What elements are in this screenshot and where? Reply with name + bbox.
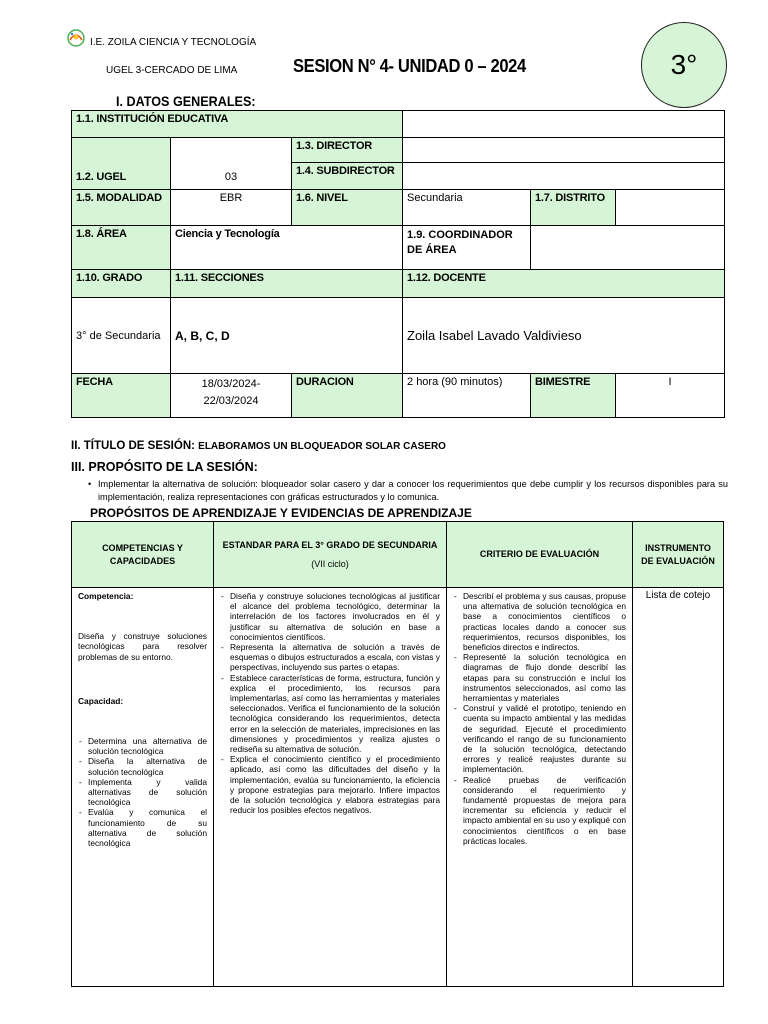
titulo-label: II. TÍTULO DE SESIÓN: [71,440,199,452]
list-item: - Realicé pruebas de verificación considerando el requerimiento y fundamenté propuestas de mejora para incrementar su eficiencia y reducir el impacto ambiental en su uso y expliqué con conocimientos científicos o en base prácticas locales. [463,775,626,846]
list-item: - Diseña y construye soluciones tecnológicas al justificar el alcance del problema tecnológico, determinar la interrelación de los factores involucrados en él y justificar su alternativa de solución en base a conocimientos científicos. [230,591,440,642]
school-name: I.E. ZOILA CIENCIA Y TECNOLOGÍA [90,37,257,48]
criterio-cell [447,588,633,987]
titulo-sesion [71,440,446,452]
bimestre-label: BIMESTRE [531,374,616,418]
institucion-label: 1.1. INSTITUCIÓN EDUCATIVA [72,111,403,138]
capacidad-label: Capacidad: [78,695,124,706]
competencia-text: Diseña y construye soluciones tecnológicas para resolver problemas de su entorno. [78,631,207,662]
proposito-text: Implementar la alternativa de solución: bloqueador solar casero y dar a conocer los requerimientos que debe cumplir y los recursos disponibles para su implementación, realiza representaciones con gráficas estructurados y lo comunica. [98,479,728,502]
list-item: - Determina una alternativa de solución tecnológica [88,736,207,756]
competencias-cell [72,588,214,987]
fecha-value [171,374,292,418]
nivel-value: Secundaria [403,190,531,226]
list-item: - Representé la solución tecnológica en diagramas de flujo donde describí las etapas para su construcción e incluí los instrumentos seleccionados, así como las herramientas y materiales [463,652,626,703]
director-value [403,138,725,163]
header-criterio: CRITERIO DE EVALUACIÓN [447,522,633,588]
duracion-label: DURACION [292,374,403,418]
bimestre-value: I [616,374,725,418]
subdirector-label: 1.4. SUBDIRECTOR [292,163,403,190]
estandar-cell [214,588,447,987]
bullet-icon: • [88,479,92,489]
list-item: - Describí el problema y sus causas, propuse una alternativa de solución tecnológica en base a conocimientos científicos o practicas locales dando a conocer sus requerimientos, recursos disponibles, los beneficios directos e indirectos. [463,591,626,652]
list-item: - Representa la alternativa de solución a través de esquemas o dibujos estructurados a escala, con vistas y perspectivas, incluyendo sus partes o etapas. [230,642,440,673]
ugel-name: UGEL 3-CERCADO DE LIMA [106,65,238,76]
area-value: Ciencia y Tecnología [171,226,403,270]
ugel-label: 1.2. UGEL [72,138,171,190]
fecha-end: 22/03/2024 [203,395,259,407]
fecha-label: FECHA [72,374,171,418]
duracion-value: 2 hora (90 minutos) [403,374,531,418]
grado-label: 1.10. GRADO [72,270,171,298]
list-item: - Explica el conocimiento científico y el procedimiento aplicado, así como las dificultades del diseño y la implementación, evalúa su funcionamiento, la eficiencia y propone estrategias para mejorarlo. Infiere impactos de la solución tecnológica y elabora estrategias para reducir los posibles efectos negativos. [230,754,440,815]
proposito-heading: III. PROPÓSITO DE LA SESIÓN: [71,460,258,474]
grade-badge: 3° [641,22,727,108]
coordinador-value [531,226,725,270]
docente-value: Zoila Isabel Lavado Valdivieso [403,298,725,374]
coordinador-label: 1.9. COORDINADOR DE ÁREA [403,226,531,270]
list-item: - Establece características de forma, estructura, función y explica el procedimiento, los recursos para implementarlas, así como las herramientas y materiales seleccionados. Verifica el funcionamiento de la solución tecnológica considerando los requerimientos, detecta error en la selección de materiales, imprecisiones en las dimensiones y procedimientos y realiza ajustes o rediseña su alternativa de solución. [230,673,440,755]
grado-value: 3° de Secundaria [72,298,171,374]
propositos-table [71,521,724,987]
datos-generales-table [71,110,725,418]
header-competencias: COMPETENCIAS Y CAPACIDADES [72,522,214,588]
estandar-list [220,591,440,815]
capacidades-list [78,736,207,848]
modalidad-label: 1.5. MODALIDAD [72,190,171,226]
nivel-label: 1.6. NIVEL [292,190,403,226]
secciones-value: A, B, C, D [171,298,403,374]
propositos-heading: PROPÓSITOS DE APRENDIZAJE Y EVIDENCIAS DE APRENDIZAJE [90,506,472,520]
docente-label: 1.12. DOCENTE [403,270,725,298]
list-item: - Diseña la alternativa de solución tecnológica [88,756,207,776]
competencia-label: Competencia: [78,591,134,601]
school-logo-icon [66,28,86,48]
proposito-bullet [88,478,728,504]
header-instrumento: INSTRUMENTO DE EVALUACIÓN [633,522,724,588]
distrito-value [616,190,725,226]
section-heading-datos: I. DATOS GENERALES: [116,93,256,109]
fecha-start: 18/03/2024- [201,378,261,390]
criterios-list [453,591,626,846]
instrumento-value: Lista de cotejo [633,588,724,987]
page-title: SESION N° 4- UNIDAD 0 – 2024 [293,56,526,76]
titulo-value: ELABORAMOS UN BLOQUEADOR SOLAR CASERO [198,441,446,452]
secciones-label: 1.11. SECCIONES [171,270,403,298]
list-item: - Construí y validé el prototipo, teniendo en cuenta su impacto ambiental y las medidas de seguridad. Ejecuté el procedimiento verificando el rango de su funcionamiento de la solución tecnológica, detectando errores y realicé reajustes durante su implementación. [463,703,626,774]
list-item: - Evalúa y comunica el funcionamiento de su alternativa de solución tecnológica [88,807,207,848]
list-item: - Implementa y valida alternativas de solución tecnológica [88,777,207,808]
distrito-label: 1.7. DISTRITO [531,190,616,226]
header-estandar-title: ESTANDAR PARA EL 3° GRADO DE SECUNDARIA [222,539,438,550]
institucion-value [403,111,725,138]
ugel-value: 03 [171,138,292,190]
director-label: 1.3. DIRECTOR [292,138,403,163]
modalidad-value: EBR [171,190,292,226]
area-label: 1.8. ÁREA [72,226,171,270]
header-estandar [214,522,447,588]
subdirector-value [403,163,725,190]
header-estandar-ciclo: (VII ciclo) [311,558,349,569]
